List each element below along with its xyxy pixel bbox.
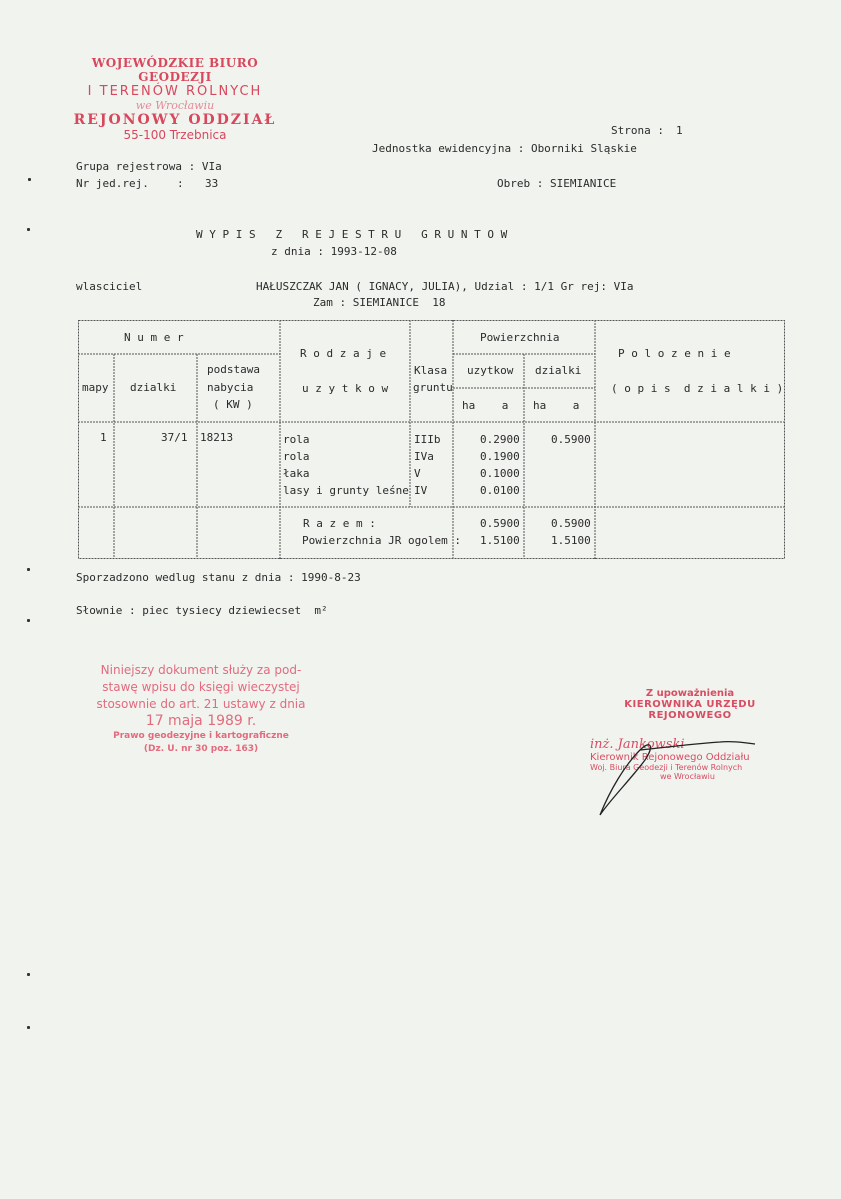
note-line: (Dz. U. nr 30 poz. 163) xyxy=(143,744,259,754)
cell-klasa: IIIb xyxy=(414,433,441,446)
office-stamp xyxy=(60,56,290,142)
binder-mark xyxy=(27,568,30,571)
razem-label: R a z e m : xyxy=(303,517,376,530)
header-powierzchnia: Powierzchnia xyxy=(480,331,560,344)
binder-mark xyxy=(27,619,30,622)
jr-total-uzytkow: 1.5100 xyxy=(480,534,520,547)
header-klasa: Klasa xyxy=(414,364,448,377)
sporzadzono-text: Sporzadzono wedlug stanu z dnia : 1990-8-23 xyxy=(76,571,361,584)
binder-mark xyxy=(27,973,30,976)
page-label: Strona : xyxy=(611,124,664,137)
cell-dzialki-pow: 0.5900 xyxy=(551,433,591,446)
nr-jed-rej-value: 33 xyxy=(205,177,219,190)
header-numer: N u m e r xyxy=(124,331,184,344)
owner-address: Zam : SIEMIANICE 18 xyxy=(313,296,446,309)
slownie-text: Słownie : piec tysiecy dziewiecset m² xyxy=(76,604,328,617)
jr-total-dzialki: 1.5100 xyxy=(551,534,591,547)
cell-rodzaj: rola xyxy=(283,433,310,446)
nr-jed-rej-sep: : xyxy=(177,177,184,190)
header-nabycia: nabycia xyxy=(207,381,254,394)
cell-uzytkow: 0.1000 xyxy=(480,467,520,480)
cell-klasa: IV xyxy=(414,484,428,497)
binder-mark xyxy=(27,1026,30,1029)
cell-klasa: V xyxy=(414,467,421,480)
razem-dzialki: 0.5900 xyxy=(551,517,591,530)
header-polozenie: P o l o z e n i e xyxy=(618,347,731,360)
stamp-line: we Wrocławiu xyxy=(135,99,215,112)
header-rodzaje: R o d z a j e xyxy=(300,347,387,360)
owner-value: HAŁUSZCZAK JAN ( IGNACY, JULIA), Udzial : 1/1 Gr rej: VIa xyxy=(256,280,634,293)
header-pow-uzytkow: uzytkow xyxy=(467,364,514,377)
cell-uzytkow: 0.2900 xyxy=(480,433,520,446)
cell-rodzaj: rola xyxy=(283,450,310,463)
header-opis-dzialki: ( o p i s d z i a l k i ) xyxy=(611,382,784,395)
cell-klasa: IVa xyxy=(414,450,434,463)
note-line: 17 maja 1989 r. xyxy=(145,713,257,729)
cell-dzialki: 37/1 xyxy=(161,431,188,444)
note-line: Niniejszy dokument służy za pod- xyxy=(100,663,302,677)
grupa-rejestrowa: Grupa rejestrowa : VIa xyxy=(76,160,222,173)
razem-uzytkow: 0.5900 xyxy=(480,517,520,530)
binder-mark xyxy=(27,228,30,231)
cell-uzytkow: 0.1900 xyxy=(480,450,520,463)
owner-label: wlasciciel xyxy=(76,280,143,293)
nr-jed-rej-label: Nr jed.rej. xyxy=(76,177,149,190)
note-line: stawę wpisu do księgi wieczystej xyxy=(102,680,300,694)
note-line: stosownie do art. 21 ustawy z dnia xyxy=(96,697,306,711)
note-line: Prawo geodezyjne i kartograficzne xyxy=(113,731,289,741)
stamp-line: REJONOWY ODDZIAŁ xyxy=(73,112,277,128)
auth-line: Z upoważnienia xyxy=(645,688,735,699)
binder-mark xyxy=(28,178,31,181)
header-uzytkow-type: u z y t k o w xyxy=(302,382,389,395)
cell-mapy: 1 xyxy=(100,431,107,444)
page-number: 1 xyxy=(676,124,683,137)
document-date: z dnia : 1993-12-08 xyxy=(271,245,397,258)
header-ha-a: ha a xyxy=(533,399,580,412)
header-kw: ( KW ) xyxy=(213,398,253,411)
header-gruntu: gruntu xyxy=(413,381,453,394)
jr-total-label: Powierzchnia JR ogolem : xyxy=(302,534,461,547)
header-ha-a: ha a xyxy=(462,399,509,412)
cell-rodzaj: łaka xyxy=(283,467,310,480)
header-podstawa: podstawa xyxy=(207,363,260,376)
stamp-line: I TERENÓW ROLNYCH xyxy=(87,84,263,99)
auth-line: Woj. Biura Geodezji i Terenów Rolnych xyxy=(590,763,743,772)
cell-rodzaj: lasy i grunty leśne xyxy=(283,484,409,497)
cell-podstawa: 18213 xyxy=(200,431,234,444)
auth-line: inż. Jankowski xyxy=(590,737,685,752)
header-pow-dzialki: dzialki xyxy=(535,364,582,377)
auth-line: KIEROWNIKA URZĘDU REJONOWEGO xyxy=(624,699,756,721)
document-title: W Y P I S Z R E J E S T R U G R U N T O W xyxy=(196,228,508,241)
legal-note-stamp xyxy=(66,662,336,756)
land-register-table xyxy=(78,320,785,559)
cell-uzytkow: 0.0100 xyxy=(480,484,520,497)
header-dzialki: dzialki xyxy=(130,381,177,394)
auth-line: we Wrocławiu xyxy=(660,772,715,781)
stamp-line: WOJEWÓDZKIE BIURO GEODEZJI xyxy=(91,56,259,84)
jednostka-ewidencyjna: Jednostka ewidencyjna : Oborniki Sląskie xyxy=(372,142,637,155)
obreb: Obreb : SIEMIANICE xyxy=(497,177,617,190)
signature xyxy=(570,720,770,830)
header-mapy: mapy xyxy=(82,381,109,394)
stamp-line: 55-100 Trzebnica xyxy=(123,128,227,142)
auth-line: Kierownik Rejonowego Oddziału xyxy=(590,752,750,763)
